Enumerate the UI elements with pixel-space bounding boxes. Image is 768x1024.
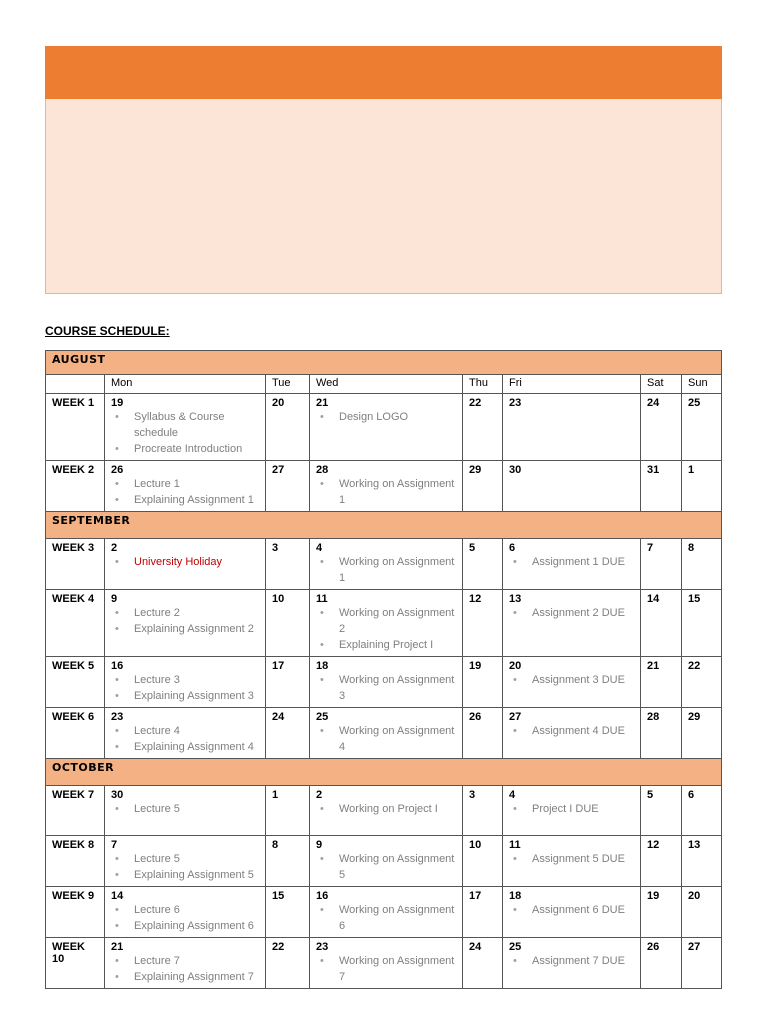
day-cell-fri bbox=[503, 887, 641, 938]
day-cell-thu bbox=[463, 786, 503, 836]
date-number: 6 bbox=[509, 542, 516, 554]
day-cell-sat bbox=[641, 539, 682, 590]
day-cell-sat bbox=[641, 461, 682, 512]
day-cell-tue bbox=[266, 887, 310, 938]
date-number: 23 bbox=[316, 941, 329, 953]
date-number: 27 bbox=[688, 941, 701, 953]
day-cell-tue bbox=[266, 708, 310, 759]
date-number: 8 bbox=[688, 542, 695, 554]
event-item: • Lecture 1 bbox=[111, 476, 259, 492]
month-label: AUGUST bbox=[46, 351, 722, 375]
date-number: 27 bbox=[272, 464, 285, 476]
header-banner-panel bbox=[45, 99, 722, 294]
event-list bbox=[111, 723, 259, 755]
event-item: • Working on Project I bbox=[316, 801, 456, 817]
event-item: • Explaining Assignment 3 bbox=[111, 688, 259, 704]
event-item: • Assignment 4 DUE bbox=[509, 723, 634, 739]
event-item: • Lecture 2 bbox=[111, 605, 259, 621]
day-cell-sun bbox=[682, 708, 722, 759]
event-list bbox=[509, 851, 634, 867]
date-number: 28 bbox=[647, 711, 660, 723]
day-cell-sat bbox=[641, 394, 682, 461]
event-list bbox=[509, 953, 634, 969]
day-cell-sun bbox=[682, 786, 722, 836]
day-cell-thu bbox=[463, 836, 503, 887]
day-header: Fri bbox=[503, 375, 641, 394]
day-cell-fri bbox=[503, 394, 641, 461]
day-cell-tue bbox=[266, 394, 310, 461]
date-number: 10 bbox=[469, 839, 482, 851]
date-number: 28 bbox=[316, 464, 329, 476]
day-cell-thu bbox=[463, 708, 503, 759]
day-cell-mon bbox=[105, 394, 266, 461]
day-header: Sat bbox=[641, 375, 682, 394]
day-header bbox=[46, 375, 105, 394]
day-cell-mon bbox=[105, 657, 266, 708]
event-list bbox=[111, 409, 259, 457]
date-number: 1 bbox=[272, 789, 279, 801]
event-item: • Working on Assignment 1 bbox=[316, 476, 456, 508]
week-label: WEEK 6 bbox=[46, 708, 105, 759]
day-cell-sun bbox=[682, 394, 722, 461]
course-schedule-table bbox=[45, 350, 722, 989]
date-number: 24 bbox=[647, 397, 660, 409]
event-list bbox=[509, 605, 634, 621]
event-list bbox=[509, 554, 634, 570]
event-item: • Explaining Assignment 4 bbox=[111, 739, 259, 755]
day-cell-wed bbox=[310, 708, 463, 759]
week-label: WEEK 1 bbox=[46, 394, 105, 461]
event-list bbox=[316, 409, 456, 425]
date-number: 9 bbox=[316, 839, 323, 851]
date-number: 18 bbox=[509, 890, 522, 902]
event-item: • Working on Assignment 1 bbox=[316, 554, 456, 586]
day-cell-tue bbox=[266, 786, 310, 836]
day-cell-thu bbox=[463, 657, 503, 708]
date-number: 16 bbox=[111, 660, 124, 672]
day-cell-mon bbox=[105, 887, 266, 938]
event-item: • Procreate Introduction bbox=[111, 441, 259, 457]
date-number: 10 bbox=[272, 593, 285, 605]
date-number: 7 bbox=[647, 542, 654, 554]
day-header: Thu bbox=[463, 375, 503, 394]
day-cell-wed bbox=[310, 657, 463, 708]
event-item: • Working on Assignment 3 bbox=[316, 672, 456, 704]
event-item: • Lecture 4 bbox=[111, 723, 259, 739]
date-number: 21 bbox=[316, 397, 329, 409]
month-row-august bbox=[46, 351, 722, 375]
week-row bbox=[46, 657, 722, 708]
event-item: • Assignment 1 DUE bbox=[509, 554, 634, 570]
day-cell-fri bbox=[503, 539, 641, 590]
event-list bbox=[316, 672, 456, 704]
date-number: 17 bbox=[469, 890, 482, 902]
day-header: Sun bbox=[682, 375, 722, 394]
date-number: 16 bbox=[316, 890, 329, 902]
day-cell-tue bbox=[266, 657, 310, 708]
date-number: 14 bbox=[647, 593, 660, 605]
week-row bbox=[46, 836, 722, 887]
date-number: 31 bbox=[647, 464, 660, 476]
date-number: 25 bbox=[316, 711, 329, 723]
event-list bbox=[111, 851, 259, 883]
week-label: WEEK 9 bbox=[46, 887, 105, 938]
month-label: OCTOBER bbox=[46, 759, 722, 786]
date-number: 1 bbox=[688, 464, 695, 476]
day-cell-thu bbox=[463, 938, 503, 989]
day-cell-sun bbox=[682, 590, 722, 657]
week-row bbox=[46, 708, 722, 759]
date-number: 21 bbox=[111, 941, 124, 953]
day-cell-tue bbox=[266, 539, 310, 590]
event-list bbox=[316, 801, 456, 817]
event-item: • Lecture 6 bbox=[111, 902, 259, 918]
day-cell-mon bbox=[105, 938, 266, 989]
event-list bbox=[111, 902, 259, 934]
week-row bbox=[46, 394, 722, 461]
event-list bbox=[316, 902, 456, 934]
event-item: • Lecture 3 bbox=[111, 672, 259, 688]
date-number: 4 bbox=[509, 789, 516, 801]
date-number: 24 bbox=[469, 941, 482, 953]
event-list bbox=[316, 476, 456, 508]
day-cell-mon bbox=[105, 786, 266, 836]
date-number: 23 bbox=[509, 397, 522, 409]
day-cell-sat bbox=[641, 836, 682, 887]
day-cell-sat bbox=[641, 786, 682, 836]
day-cell-thu bbox=[463, 590, 503, 657]
event-list bbox=[316, 605, 456, 653]
event-item: • Explaining Project I bbox=[316, 637, 456, 653]
date-number: 17 bbox=[272, 660, 285, 672]
date-number: 3 bbox=[469, 789, 476, 801]
week-label: WEEK 7 bbox=[46, 786, 105, 836]
event-item: • Explaining Assignment 7 bbox=[111, 969, 259, 985]
date-number: 21 bbox=[647, 660, 660, 672]
event-list bbox=[509, 672, 634, 688]
date-number: 4 bbox=[316, 542, 323, 554]
event-list bbox=[509, 801, 634, 817]
week-row bbox=[46, 887, 722, 938]
date-number: 14 bbox=[111, 890, 124, 902]
date-number: 27 bbox=[509, 711, 522, 723]
event-item: • Explaining Assignment 6 bbox=[111, 918, 259, 934]
date-number: 26 bbox=[111, 464, 124, 476]
week-label: WEEK 3 bbox=[46, 539, 105, 590]
event-item: • Explaining Assignment 5 bbox=[111, 867, 259, 883]
event-list bbox=[316, 554, 456, 586]
event-list bbox=[509, 723, 634, 739]
event-item: • Working on Assignment 5 bbox=[316, 851, 456, 883]
day-cell-sun bbox=[682, 539, 722, 590]
day-cell-wed bbox=[310, 836, 463, 887]
date-number: 11 bbox=[316, 593, 328, 605]
date-number: 20 bbox=[688, 890, 701, 902]
event-item: • Lecture 5 bbox=[111, 851, 259, 867]
date-number: 13 bbox=[509, 593, 522, 605]
week-label: WEEK 5 bbox=[46, 657, 105, 708]
event-list bbox=[111, 801, 259, 817]
week-label: WEEK 10 bbox=[46, 938, 105, 989]
event-item: • Assignment 6 DUE bbox=[509, 902, 634, 918]
day-cell-tue bbox=[266, 938, 310, 989]
event-item: • Assignment 2 DUE bbox=[509, 605, 634, 621]
day-cell-wed bbox=[310, 786, 463, 836]
event-item: • Working on Assignment 7 bbox=[316, 953, 456, 985]
date-number: 19 bbox=[469, 660, 482, 672]
date-number: 11 bbox=[509, 839, 521, 851]
week-row bbox=[46, 786, 722, 836]
event-list bbox=[111, 605, 259, 637]
day-cell-sat bbox=[641, 887, 682, 938]
event-list bbox=[111, 953, 259, 985]
week-row bbox=[46, 938, 722, 989]
week-label: WEEK 2 bbox=[46, 461, 105, 512]
day-cell-fri bbox=[503, 590, 641, 657]
date-number: 2 bbox=[316, 789, 323, 801]
date-number: 2 bbox=[111, 542, 118, 554]
date-number: 22 bbox=[688, 660, 701, 672]
date-number: 22 bbox=[469, 397, 482, 409]
event-item: • Working on Assignment 6 bbox=[316, 902, 456, 934]
day-cell-sat bbox=[641, 708, 682, 759]
event-item: • Assignment 7 DUE bbox=[509, 953, 634, 969]
event-item: • Lecture 7 bbox=[111, 953, 259, 969]
date-number: 13 bbox=[688, 839, 701, 851]
event-list bbox=[111, 476, 259, 508]
event-item: • Project I DUE bbox=[509, 801, 634, 817]
day-cell-wed bbox=[310, 590, 463, 657]
day-cell-thu bbox=[463, 394, 503, 461]
week-row bbox=[46, 590, 722, 657]
header-banner-bar bbox=[45, 46, 722, 99]
day-header: Mon bbox=[105, 375, 266, 394]
date-number: 3 bbox=[272, 542, 279, 554]
event-item: • Explaining Assignment 1 bbox=[111, 492, 259, 508]
event-item: • Lecture 5 bbox=[111, 801, 259, 817]
day-cell-fri bbox=[503, 461, 641, 512]
day-cell-mon bbox=[105, 461, 266, 512]
date-number: 19 bbox=[111, 397, 124, 409]
event-item: • Working on Assignment 4 bbox=[316, 723, 456, 755]
date-number: 8 bbox=[272, 839, 279, 851]
date-number: 25 bbox=[509, 941, 522, 953]
day-cell-thu bbox=[463, 461, 503, 512]
event-item: • Design LOGO bbox=[316, 409, 456, 425]
date-number: 7 bbox=[111, 839, 118, 851]
day-cell-mon bbox=[105, 708, 266, 759]
date-number: 5 bbox=[647, 789, 654, 801]
date-number: 20 bbox=[272, 397, 285, 409]
day-cell-wed bbox=[310, 938, 463, 989]
day-header: Tue bbox=[266, 375, 310, 394]
day-cell-tue bbox=[266, 461, 310, 512]
day-cell-fri bbox=[503, 836, 641, 887]
day-cell-tue bbox=[266, 836, 310, 887]
day-cell-sun bbox=[682, 657, 722, 708]
event-list bbox=[316, 723, 456, 755]
event-item: • Working on Assignment 2 bbox=[316, 605, 456, 637]
date-number: 23 bbox=[111, 711, 124, 723]
month-label: SEPTEMBER bbox=[46, 512, 722, 539]
date-number: 30 bbox=[111, 789, 124, 801]
event-item: • Assignment 5 DUE bbox=[509, 851, 634, 867]
day-cell-wed bbox=[310, 461, 463, 512]
day-cell-thu bbox=[463, 887, 503, 938]
date-number: 15 bbox=[272, 890, 285, 902]
day-cell-sun bbox=[682, 836, 722, 887]
day-cell-mon bbox=[105, 590, 266, 657]
day-cell-wed bbox=[310, 887, 463, 938]
date-number: 26 bbox=[469, 711, 482, 723]
date-number: 25 bbox=[688, 397, 701, 409]
day-cell-sat bbox=[641, 590, 682, 657]
month-row-october bbox=[46, 759, 722, 786]
day-cell-sun bbox=[682, 938, 722, 989]
event-list bbox=[509, 902, 634, 918]
date-number: 6 bbox=[688, 789, 695, 801]
week-row bbox=[46, 539, 722, 590]
day-cell-fri bbox=[503, 657, 641, 708]
day-header: Wed bbox=[310, 375, 463, 394]
date-number: 15 bbox=[688, 593, 701, 605]
event-list bbox=[316, 953, 456, 985]
event-list bbox=[111, 554, 259, 570]
week-label: WEEK 8 bbox=[46, 836, 105, 887]
date-number: 22 bbox=[272, 941, 285, 953]
day-cell-mon bbox=[105, 836, 266, 887]
day-cell-fri bbox=[503, 708, 641, 759]
event-list bbox=[111, 672, 259, 704]
date-number: 29 bbox=[688, 711, 701, 723]
day-cell-fri bbox=[503, 938, 641, 989]
event-item: • Syllabus & Course schedule bbox=[111, 409, 259, 441]
day-cell-sat bbox=[641, 657, 682, 708]
day-cell-wed bbox=[310, 539, 463, 590]
date-number: 19 bbox=[647, 890, 660, 902]
date-number: 26 bbox=[647, 941, 660, 953]
event-item: • Explaining Assignment 2 bbox=[111, 621, 259, 637]
day-cell-sat bbox=[641, 938, 682, 989]
day-header-row bbox=[46, 375, 722, 394]
date-number: 20 bbox=[509, 660, 522, 672]
event-item: • University Holiday bbox=[111, 554, 259, 570]
date-number: 5 bbox=[469, 542, 476, 554]
section-title: COURSE SCHEDULE: bbox=[45, 324, 170, 338]
day-cell-sun bbox=[682, 461, 722, 512]
date-number: 12 bbox=[469, 593, 482, 605]
event-item: • Assignment 3 DUE bbox=[509, 672, 634, 688]
day-cell-mon bbox=[105, 539, 266, 590]
day-cell-tue bbox=[266, 590, 310, 657]
week-row bbox=[46, 461, 722, 512]
date-number: 9 bbox=[111, 593, 118, 605]
day-cell-sun bbox=[682, 887, 722, 938]
event-list bbox=[316, 851, 456, 883]
date-number: 30 bbox=[509, 464, 522, 476]
month-row-september bbox=[46, 512, 722, 539]
day-cell-thu bbox=[463, 539, 503, 590]
date-number: 29 bbox=[469, 464, 482, 476]
date-number: 24 bbox=[272, 711, 285, 723]
day-cell-fri bbox=[503, 786, 641, 836]
week-label: WEEK 4 bbox=[46, 590, 105, 657]
date-number: 18 bbox=[316, 660, 329, 672]
date-number: 12 bbox=[647, 839, 660, 851]
day-cell-wed bbox=[310, 394, 463, 461]
